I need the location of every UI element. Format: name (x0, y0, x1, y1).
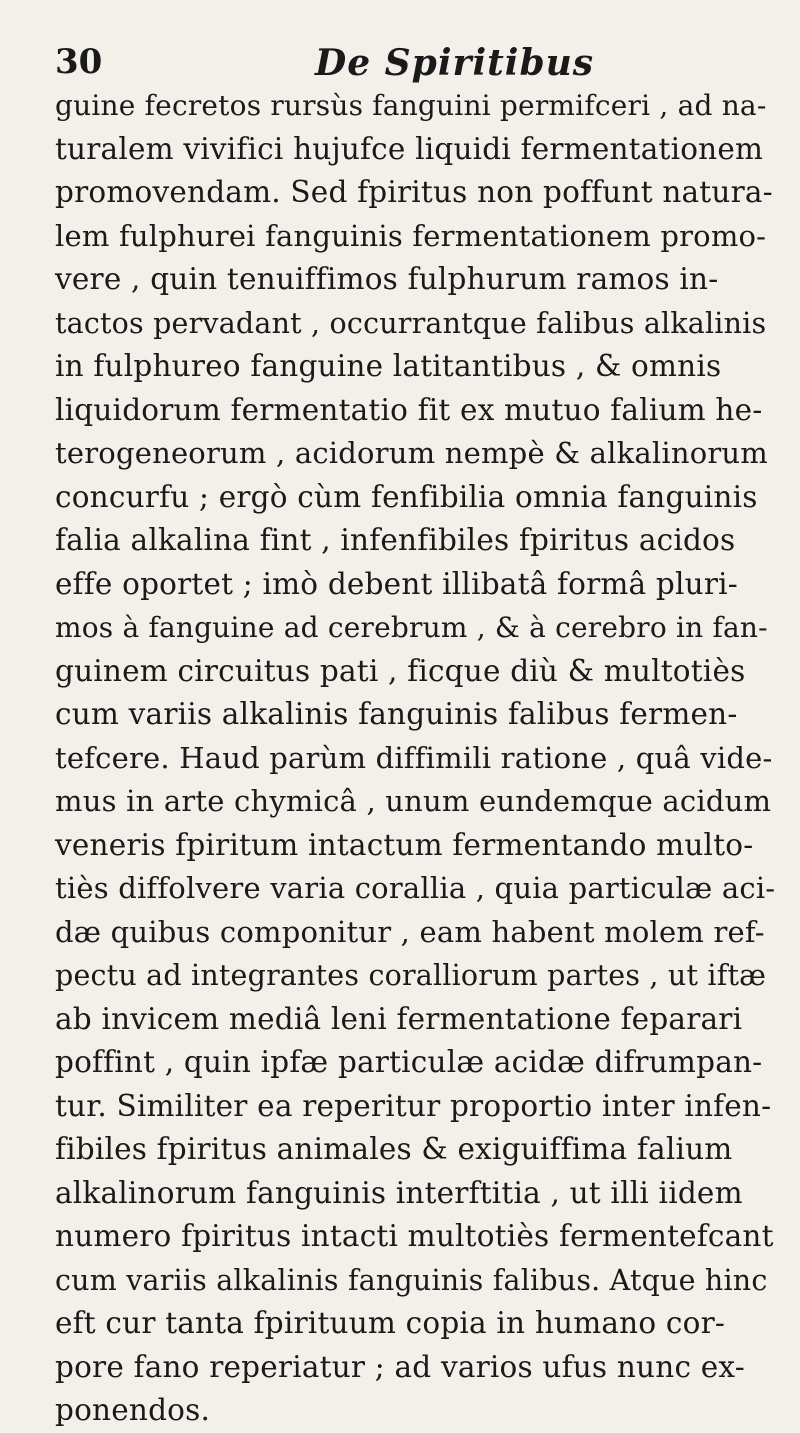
text-line: tiès diffolvere varia corallia , quia particulæ aci- (55, 871, 776, 905)
text-line: falia alkalina fint , infenfibiles fpiritus acidos (55, 523, 736, 557)
text-line: dæ quibus componitur , eam habent molem ref- (55, 914, 765, 949)
text-line: effe oportet ; imò debent illibatâ formâ pluri- (55, 566, 738, 601)
text-line: terogeneorum , acidorum nempè & alkalinorum (55, 436, 769, 470)
text-line: promovendam. Sed fpiritus non poffunt natura- (55, 175, 773, 209)
text-line: vere , quin tenuiffimos fulphurum ramos in- (55, 262, 719, 296)
text-line: mos à fanguine ad cerebrum , & à cerebro in fan- (55, 611, 768, 644)
page-header (55, 38, 740, 88)
text-line: concurfu ; ergò cùm fenfibilia omnia fanguinis (55, 479, 758, 514)
text-line: liquidorum fermentatio fit ex mutuo falium he- (55, 392, 763, 427)
text-line: tactos pervadant , occurrantque falibus alkalinis (55, 306, 767, 340)
text-line: alkalinorum fanguinis interftitia , ut illi iidem (55, 1175, 743, 1210)
text-line: fibiles fpiritus animales & exiguiffima falium (55, 1132, 733, 1166)
text-line: eft cur tanta fpirituum copia in humano cor- (55, 1306, 726, 1340)
text-line: guinem circuitus pati , ficque diù & multotiès (55, 653, 746, 688)
text-line: mus in arte chymicâ , unum eundemque acidum (55, 784, 772, 818)
text-line: numero fpiritus intacti multotiès fermentefcant (55, 1219, 774, 1253)
running-title: De Spiritibus (315, 42, 595, 84)
text-line: cum variis alkalinis fanguinis falibus fermen- (55, 697, 738, 731)
text-line: tefcere. Haud parùm diffimili ratione , quâ vide- (55, 740, 773, 775)
text-line: ab invicem mediâ leni fermentatione feparari (55, 1001, 743, 1036)
text-line: guine fecretos rursùs fanguini permifceri , ad na- (55, 89, 767, 122)
body-text (55, 84, 775, 1433)
text-line: in fulphureo fanguine latitantibus , & omnis (55, 349, 722, 383)
text-line: turalem vivifici hujufce liquidi fermentationem (55, 131, 764, 166)
page-number: 30 (55, 42, 103, 82)
text-line: veneris fpiritum intactum fermentando multo- (55, 827, 754, 862)
text-line: cum variis alkalinis fanguinis falibus. Atque hinc (55, 1263, 768, 1297)
text-line: pectu ad integrantes coralliorum partes , ut iftæ (55, 959, 767, 992)
text-line: tur. Similiter ea reperitur proportio inter infen- (55, 1088, 772, 1123)
text-line: ponendos. (55, 1393, 211, 1427)
text-line: poffint , quin ipfæ particulæ acidæ difrumpan- (55, 1045, 763, 1079)
text-line: pore fano reperiatur ; ad varios ufus nunc ex- (55, 1349, 745, 1384)
text-line: lem fulphurei fanguinis fermentationem promo- (55, 218, 767, 253)
